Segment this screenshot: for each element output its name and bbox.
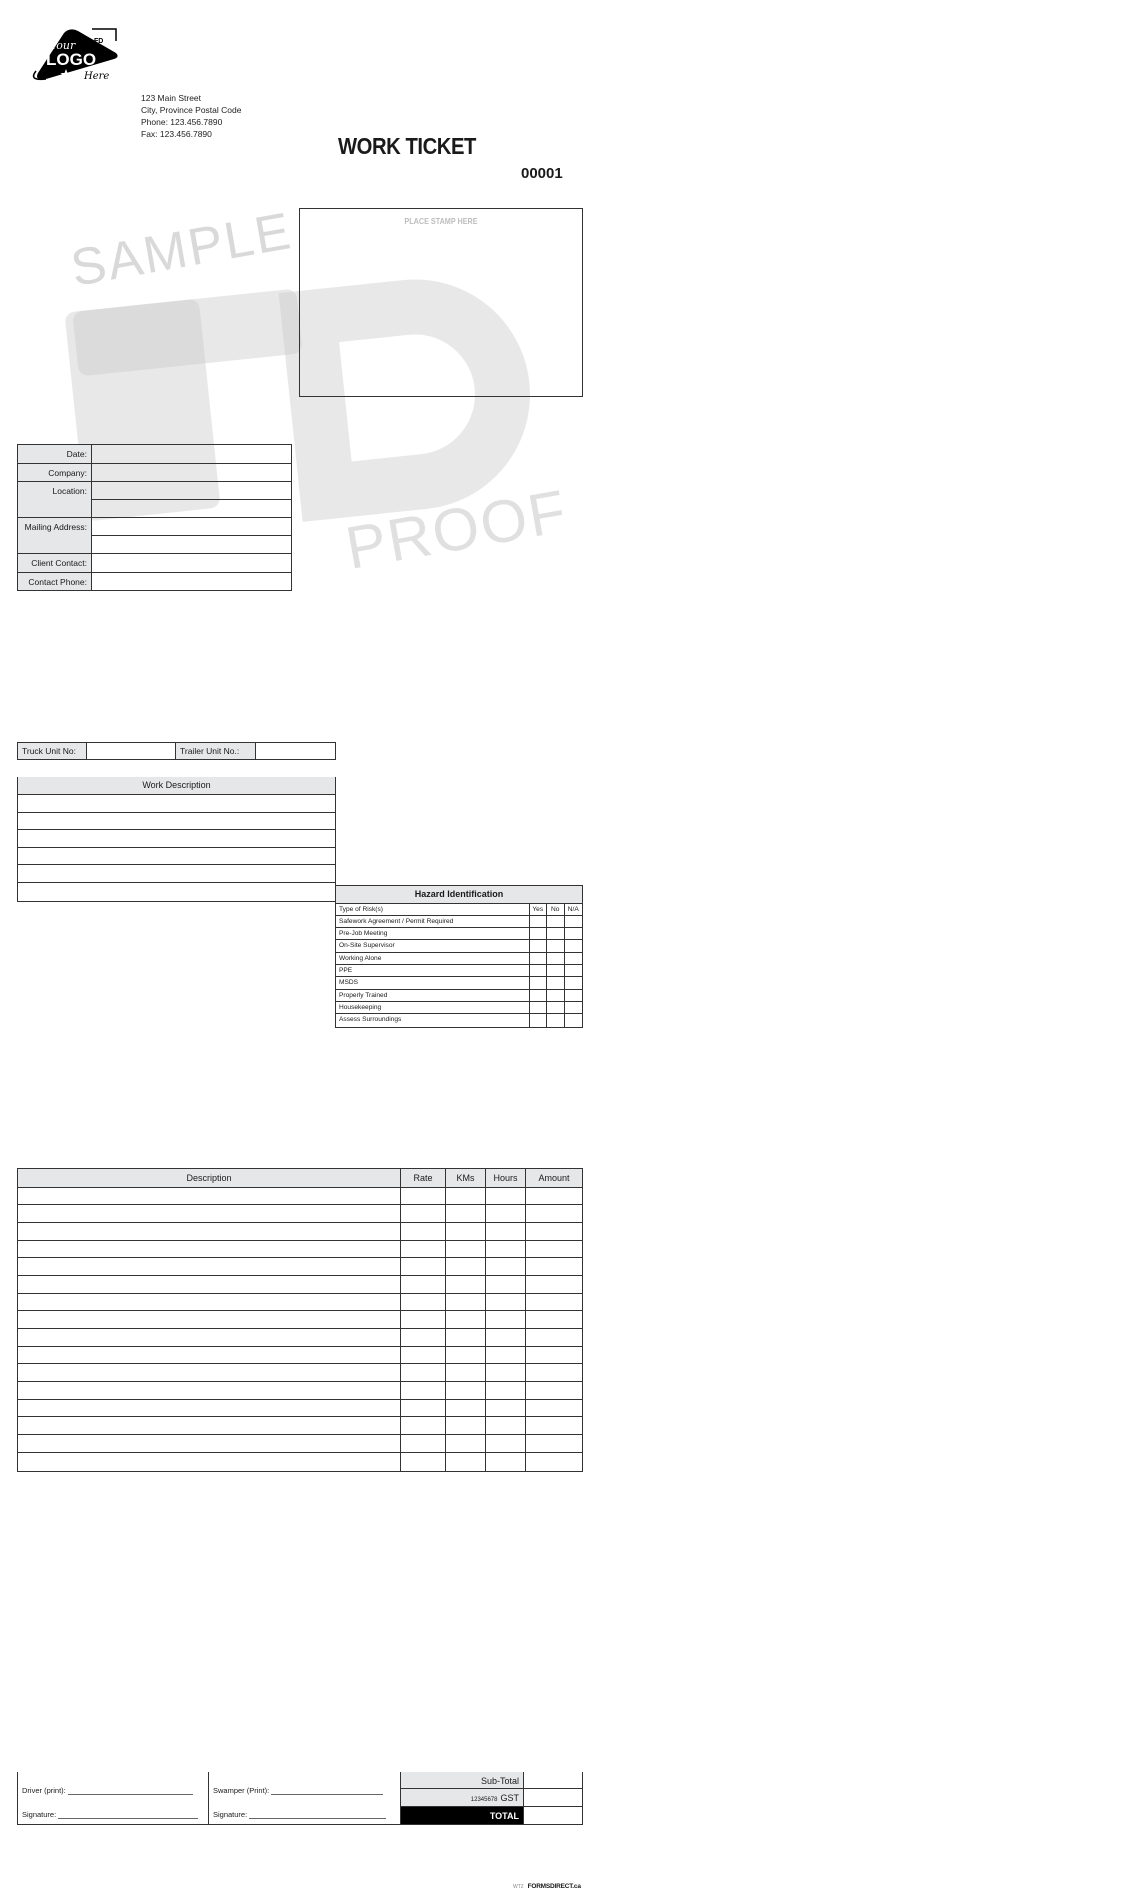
risk-label: Assess Surroundings — [336, 1014, 530, 1026]
driver-print-field[interactable] — [68, 1787, 193, 1795]
amount-cell[interactable] — [526, 1311, 582, 1328]
rate-cell[interactable] — [401, 1364, 446, 1381]
rate-cell[interactable] — [401, 1329, 446, 1346]
location-field-line-1[interactable] — [92, 482, 291, 500]
hazard-identification-table — [335, 885, 583, 1028]
no-checkbox[interactable] — [547, 953, 565, 964]
no-checkbox[interactable] — [547, 928, 565, 939]
no-checkbox[interactable] — [547, 990, 565, 1001]
work-description-line[interactable] — [18, 830, 335, 848]
hours-cell[interactable] — [486, 1329, 526, 1346]
amount-cell[interactable] — [526, 1241, 582, 1258]
risk-label: Housekeeping — [336, 1002, 530, 1013]
rate-column-header: Rate — [401, 1169, 446, 1187]
subtotal-field[interactable] — [524, 1772, 582, 1790]
description-cell[interactable] — [18, 1417, 401, 1434]
rate-cell[interactable] — [401, 1311, 446, 1328]
rate-cell[interactable] — [401, 1258, 446, 1275]
kms-cell[interactable] — [446, 1223, 486, 1240]
hours-cell[interactable] — [486, 1205, 526, 1222]
kms-column-header: KMs — [446, 1169, 486, 1187]
amount-cell[interactable] — [526, 1223, 582, 1240]
work-description-line[interactable] — [18, 813, 335, 831]
yes-checkbox[interactable] — [530, 1002, 548, 1013]
line-item-row — [18, 1364, 582, 1382]
description-cell[interactable] — [18, 1241, 401, 1258]
subtotal-label: Sub-Total — [401, 1772, 523, 1790]
info-row-location — [18, 482, 291, 518]
yes-checkbox[interactable] — [530, 928, 548, 939]
kms-cell[interactable] — [446, 1294, 486, 1311]
amount-cell[interactable] — [526, 1276, 582, 1293]
risk-label: MSDS — [336, 977, 530, 988]
gst-number: 12345678 — [470, 1797, 498, 1804]
work-description-line[interactable] — [18, 865, 335, 883]
driver-print-label: Driver (print): — [22, 1785, 66, 1795]
kms-cell[interactable] — [446, 1276, 486, 1293]
trailer-unit-field[interactable] — [256, 743, 335, 759]
line-item-row — [18, 1276, 582, 1294]
swamper-signature-label: Signature: — [213, 1809, 248, 1819]
hours-cell[interactable] — [486, 1223, 526, 1240]
line-item-row — [18, 1241, 582, 1259]
amount-cell[interactable] — [526, 1364, 582, 1381]
hazard-row-msds — [336, 977, 582, 989]
company-field[interactable] — [92, 464, 291, 482]
hours-cell[interactable] — [486, 1453, 526, 1471]
yes-checkbox[interactable] — [530, 916, 548, 927]
amount-cell[interactable] — [526, 1382, 582, 1399]
hours-cell[interactable] — [486, 1435, 526, 1452]
description-cell[interactable] — [18, 1294, 401, 1311]
kms-cell[interactable] — [446, 1205, 486, 1222]
hours-cell[interactable] — [486, 1241, 526, 1258]
line-item-row — [18, 1329, 582, 1347]
line-item-row — [18, 1205, 582, 1223]
amount-column-header: Amount — [538, 1172, 570, 1183]
rate-cell[interactable] — [401, 1241, 446, 1258]
swamper-print-label: Swamper (Print): — [213, 1785, 270, 1795]
amount-cell[interactable] — [526, 1329, 582, 1346]
work-description-line[interactable] — [18, 795, 335, 813]
rate-cell[interactable] — [401, 1400, 446, 1417]
description-cell[interactable] — [18, 1382, 401, 1399]
totals-labels — [401, 1772, 524, 1824]
date-field[interactable] — [92, 445, 291, 463]
na-checkbox[interactable] — [565, 977, 583, 988]
swamper-signature-field[interactable] — [249, 1811, 386, 1819]
line-item-row — [18, 1400, 582, 1418]
contact-phone-label: Contact Phone: — [18, 573, 92, 591]
address-fax: Fax: 123.456.7890 — [141, 129, 212, 139]
hours-cell[interactable] — [486, 1188, 526, 1205]
description-cell[interactable] — [18, 1205, 401, 1222]
hazard-row-ppe — [336, 965, 582, 977]
description-cell[interactable] — [18, 1223, 401, 1240]
risk-label: Safework Agreement / Permit Required — [336, 916, 530, 927]
hazard-row-assess-surroundings — [336, 1014, 582, 1026]
line-item-row — [18, 1188, 582, 1206]
line-items-table — [17, 1168, 583, 1472]
risk-label: Properly Trained — [336, 990, 530, 1001]
contact-phone-field[interactable] — [92, 573, 291, 591]
amount-cell[interactable] — [526, 1294, 582, 1311]
line-item-row — [18, 1453, 582, 1471]
line-item-row — [18, 1347, 582, 1365]
no-checkbox[interactable] — [547, 940, 565, 951]
ticket-number: 00001 — [521, 165, 563, 182]
client-contact-label: Client Contact: — [18, 554, 92, 572]
hazard-row-working-alone — [336, 953, 582, 965]
hazard-title: Hazard Identification — [336, 886, 582, 904]
svg-text:Your: Your — [50, 39, 76, 52]
risk-type-header: Type of Risk(s) — [336, 904, 530, 915]
hours-cell[interactable] — [486, 1364, 526, 1381]
hours-cell[interactable] — [486, 1258, 526, 1275]
hazard-header-row — [336, 904, 582, 916]
yes-checkbox[interactable] — [530, 965, 548, 976]
hours-cell[interactable] — [486, 1400, 526, 1417]
kms-cell[interactable] — [446, 1311, 486, 1328]
hours-cell[interactable] — [486, 1276, 526, 1293]
hazard-row-housekeeping — [336, 1002, 582, 1014]
client-contact-field[interactable] — [92, 554, 291, 572]
driver-signature-label: Signature: — [22, 1809, 57, 1819]
info-row-date — [18, 445, 291, 464]
kms-cell[interactable] — [446, 1453, 486, 1471]
line-item-row — [18, 1435, 582, 1453]
rate-cell[interactable] — [401, 1347, 446, 1364]
risk-label: PPE — [336, 965, 530, 976]
customer-info-table — [17, 444, 292, 591]
totals-values — [524, 1772, 582, 1824]
kms-cell[interactable] — [446, 1347, 486, 1364]
watermark-sample: SAMPLE — [66, 202, 297, 298]
rate-cell[interactable] — [401, 1382, 446, 1399]
no-checkbox[interactable] — [547, 1014, 565, 1026]
logo-icon — [32, 27, 122, 85]
kms-cell[interactable] — [446, 1435, 486, 1452]
amount-cell[interactable] — [526, 1453, 582, 1471]
info-row-company — [18, 464, 291, 483]
na-header: N/A — [567, 905, 579, 913]
hazard-row-properly-trained — [336, 990, 582, 1002]
amount-cell[interactable] — [526, 1435, 582, 1452]
svg-text:Here: Here — [84, 71, 110, 82]
hours-cell[interactable] — [486, 1347, 526, 1364]
no-checkbox[interactable] — [547, 1002, 565, 1013]
rate-cell[interactable] — [401, 1276, 446, 1293]
hours-cell[interactable] — [486, 1311, 526, 1328]
na-checkbox[interactable] — [565, 916, 583, 927]
amount-cell[interactable] — [526, 1400, 582, 1417]
stamp-label: PLACE STAMP HERE — [404, 216, 478, 226]
description-cell[interactable] — [18, 1329, 401, 1346]
description-cell[interactable] — [18, 1453, 401, 1471]
hours-column-header: Hours — [486, 1169, 526, 1187]
work-description-header: Work Description — [18, 777, 335, 795]
amount-cell[interactable] — [526, 1258, 582, 1275]
kms-cell[interactable] — [446, 1382, 486, 1399]
yes-header: Yes — [530, 904, 548, 915]
description-cell[interactable] — [18, 1347, 401, 1364]
no-checkbox[interactable] — [547, 965, 565, 976]
driver-signature-field[interactable] — [58, 1811, 198, 1819]
svg-text:FD: FD — [94, 38, 104, 45]
line-items-header — [18, 1169, 582, 1188]
description-cell[interactable] — [18, 1276, 401, 1293]
rate-cell[interactable] — [401, 1223, 446, 1240]
rate-cell[interactable] — [401, 1435, 446, 1452]
yes-checkbox[interactable] — [530, 940, 548, 951]
company-logo — [32, 27, 122, 85]
line-item-row — [18, 1258, 582, 1276]
na-checkbox[interactable] — [565, 953, 583, 964]
description-cell[interactable] — [18, 1400, 401, 1417]
company-label: Company: — [18, 464, 92, 482]
total-field[interactable] — [524, 1807, 582, 1824]
description-cell[interactable] — [18, 1435, 401, 1452]
driver-signature-block — [18, 1772, 209, 1824]
watermark-f-shape — [72, 288, 303, 376]
info-row-mailing-address — [18, 518, 291, 554]
yes-checkbox[interactable] — [530, 990, 548, 1001]
na-checkbox[interactable] — [565, 1002, 583, 1013]
gst-label: GST — [500, 1793, 519, 1804]
hours-cell[interactable] — [486, 1417, 526, 1434]
yes-checkbox[interactable] — [530, 1014, 548, 1026]
page-title: WORK TICKET — [338, 133, 476, 159]
svg-text:LOGO: LOGO — [46, 50, 97, 69]
signature-totals-section — [17, 1772, 583, 1825]
gst-field[interactable] — [524, 1789, 582, 1807]
location-label: Location: — [18, 482, 92, 517]
risk-label: Pre-Job Meeting — [336, 928, 530, 939]
rate-cell[interactable] — [401, 1188, 446, 1205]
mailing-address-label: Mailing Address: — [18, 518, 92, 553]
unit-numbers-row — [17, 742, 336, 760]
hazard-row-safework — [336, 916, 582, 928]
address-phone: Phone: 123.456.7890 — [141, 117, 223, 127]
hours-cell[interactable] — [486, 1294, 526, 1311]
mailing-address-field-line-1[interactable] — [92, 518, 291, 536]
description-cell[interactable] — [18, 1188, 401, 1205]
kms-cell[interactable] — [446, 1258, 486, 1275]
watermark-proof: PROOF — [340, 477, 573, 582]
trailer-unit-label: Trailer Unit No.: — [176, 743, 256, 759]
location-field-line-2[interactable] — [92, 500, 291, 518]
work-description-line[interactable] — [18, 883, 335, 901]
description-cell[interactable] — [18, 1258, 401, 1275]
description-cell[interactable] — [18, 1311, 401, 1328]
rate-cell[interactable] — [401, 1294, 446, 1311]
amount-cell[interactable] — [526, 1205, 582, 1222]
na-checkbox[interactable] — [565, 990, 583, 1001]
hazard-row-on-site-supervisor — [336, 940, 582, 952]
brand-name: FORMSDIRECT.ca — [527, 1882, 581, 1890]
line-item-row — [18, 1311, 582, 1329]
line-item-row — [18, 1382, 582, 1400]
hazard-row-pre-job-meeting — [336, 928, 582, 940]
kms-cell[interactable] — [446, 1329, 486, 1346]
work-description-section — [17, 777, 336, 902]
kms-cell[interactable] — [446, 1400, 486, 1417]
yes-checkbox[interactable] — [530, 953, 548, 964]
no-header: No — [547, 904, 565, 915]
brand-footer — [513, 1883, 1113, 1890]
risk-label: Working Alone — [336, 953, 530, 964]
risk-label: On-Site Supervisor — [336, 940, 530, 951]
line-item-row — [18, 1223, 582, 1241]
description-column-header: Description — [18, 1169, 401, 1187]
hours-cell[interactable] — [486, 1382, 526, 1399]
kms-cell[interactable] — [446, 1364, 486, 1381]
no-checkbox[interactable] — [547, 916, 565, 927]
kms-cell[interactable] — [446, 1241, 486, 1258]
rate-cell[interactable] — [401, 1205, 446, 1222]
na-checkbox[interactable] — [565, 965, 583, 976]
kms-cell[interactable] — [446, 1188, 486, 1205]
gst-label-cell — [401, 1789, 523, 1807]
date-label: Date: — [18, 445, 92, 463]
na-checkbox[interactable] — [565, 1014, 583, 1026]
truck-unit-field[interactable] — [87, 743, 176, 759]
address-street: 123 Main Street — [141, 93, 202, 103]
form-code: WT2 — [513, 1883, 524, 1890]
info-row-contact-phone — [18, 573, 291, 591]
truck-unit-label: Truck Unit No: — [18, 743, 87, 759]
no-checkbox[interactable] — [547, 977, 565, 988]
amount-cell[interactable] — [526, 1347, 582, 1364]
description-cell[interactable] — [18, 1364, 401, 1381]
amount-cell[interactable] — [526, 1188, 582, 1205]
swamper-print-field[interactable] — [271, 1787, 383, 1795]
total-label: TOTAL — [401, 1807, 523, 1824]
amount-cell[interactable] — [526, 1417, 582, 1434]
address-city: City, Province Postal Code — [141, 105, 242, 115]
na-checkbox[interactable] — [565, 940, 583, 951]
line-item-row — [18, 1294, 582, 1312]
line-item-row — [18, 1417, 582, 1435]
kms-cell[interactable] — [446, 1417, 486, 1434]
rate-cell[interactable] — [401, 1453, 446, 1471]
yes-checkbox[interactable] — [530, 977, 548, 988]
work-description-line[interactable] — [18, 848, 335, 866]
info-row-client-contact — [18, 554, 291, 573]
stamp-area[interactable] — [299, 208, 583, 397]
mailing-address-field-line-2[interactable] — [92, 536, 291, 554]
rate-cell[interactable] — [401, 1417, 446, 1434]
swamper-signature-block — [209, 1772, 401, 1824]
na-checkbox[interactable] — [565, 928, 583, 939]
